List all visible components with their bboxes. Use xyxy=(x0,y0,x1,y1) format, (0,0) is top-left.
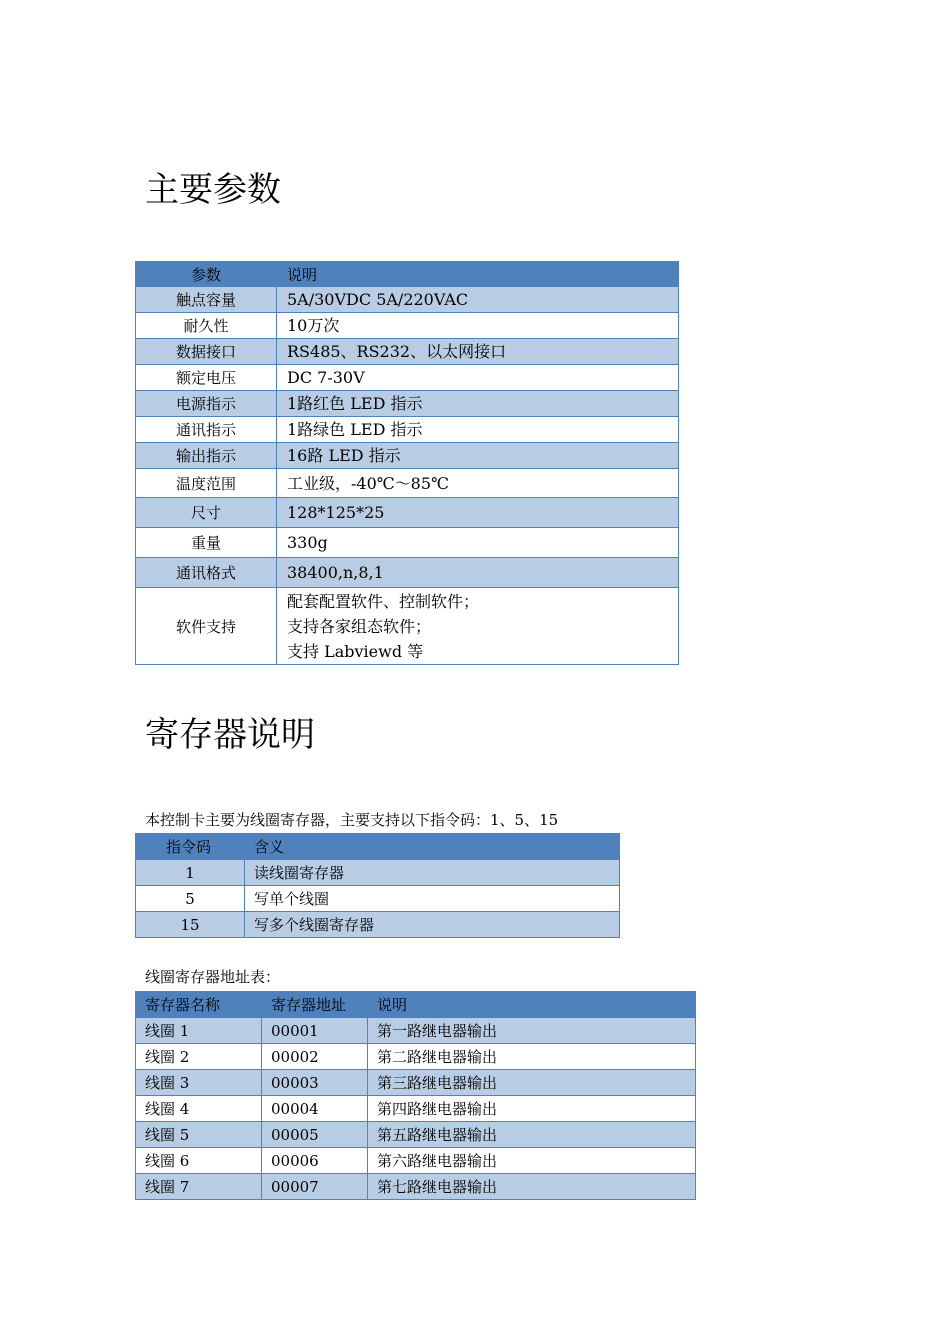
param-value-line: 128*125*25 xyxy=(287,503,385,522)
param-value-line: 16路 LED 指示 xyxy=(287,446,401,465)
params-row xyxy=(136,588,679,665)
params-row xyxy=(136,528,679,558)
params-row xyxy=(136,469,679,498)
coil-address: 00005 xyxy=(262,1122,368,1148)
coil-row xyxy=(136,1148,696,1174)
coil-desc: 第五路继电器输出 xyxy=(368,1122,696,1148)
param-value xyxy=(277,469,679,498)
coil-header-address: 寄存器地址 xyxy=(262,992,368,1018)
coil-row xyxy=(136,1096,696,1122)
params-row xyxy=(136,498,679,528)
param-value xyxy=(277,287,679,313)
param-value-line: 工业级，-40℃～85℃ xyxy=(287,473,449,493)
coil-address: 00004 xyxy=(262,1096,368,1122)
param-name: 触点容量 xyxy=(136,287,277,313)
param-value xyxy=(277,498,679,528)
param-name: 尺寸 xyxy=(136,498,277,528)
params-row xyxy=(136,287,679,313)
coil-table-caption: 线圈寄存器地址表： xyxy=(145,968,281,986)
param-value xyxy=(277,365,679,391)
coil-table-header xyxy=(136,992,696,1018)
param-name: 通讯指示 xyxy=(136,417,277,443)
param-value xyxy=(277,588,679,665)
coil-name: 线圈 7 xyxy=(136,1174,262,1200)
coil-desc: 第六路继电器输出 xyxy=(368,1148,696,1174)
param-value-line: DC 7-30V xyxy=(287,368,365,387)
coil-row xyxy=(136,1018,696,1044)
param-name: 通讯格式 xyxy=(136,558,277,588)
param-value-line: 1路绿色 LED 指示 xyxy=(287,420,423,439)
coil-row xyxy=(136,1174,696,1200)
param-value xyxy=(277,528,679,558)
section-title-registers: 寄存器说明 xyxy=(145,715,315,755)
opcode-row xyxy=(136,886,620,912)
param-name: 额定电压 xyxy=(136,365,277,391)
opcode-code: 1 xyxy=(136,860,245,886)
param-name: 软件支持 xyxy=(136,588,277,665)
params-header-param: 参数 xyxy=(136,262,277,287)
coil-desc: 第二路继电器输出 xyxy=(368,1044,696,1070)
params-row xyxy=(136,365,679,391)
param-value-line: 支持各家组态软件； xyxy=(287,616,432,636)
coil-name: 线圈 5 xyxy=(136,1122,262,1148)
param-value-line: RS485、RS232、以太网接口 xyxy=(287,342,507,361)
param-name: 电源指示 xyxy=(136,391,277,417)
params-table-header xyxy=(136,262,679,287)
param-value-line: 38400,n,8,1 xyxy=(287,563,384,582)
coil-row xyxy=(136,1122,696,1148)
params-row xyxy=(136,313,679,339)
coil-desc: 第七路继电器输出 xyxy=(368,1174,696,1200)
param-value xyxy=(277,339,679,365)
coil-name: 线圈 1 xyxy=(136,1018,262,1044)
param-value-line: 配套配置软件、控制软件； xyxy=(287,591,480,611)
coil-header-desc: 说明 xyxy=(368,992,696,1018)
coil-header-name: 寄存器名称 xyxy=(136,992,262,1018)
params-row xyxy=(136,339,679,365)
param-value-line: 1路红色 LED 指示 xyxy=(287,394,423,413)
coil-name: 线圈 3 xyxy=(136,1070,262,1096)
opcode-table xyxy=(135,833,620,938)
opcode-row xyxy=(136,912,620,938)
coil-address-table xyxy=(135,991,696,1200)
param-name: 数据接口 xyxy=(136,339,277,365)
coil-desc: 第一路继电器输出 xyxy=(368,1018,696,1044)
opcode-code: 15 xyxy=(136,912,245,938)
opcode-meaning: 写单个线圈 xyxy=(245,886,620,912)
param-value xyxy=(277,443,679,469)
param-value xyxy=(277,417,679,443)
section-title-main-params: 主要参数 xyxy=(145,170,281,210)
coil-desc: 第四路继电器输出 xyxy=(368,1096,696,1122)
coil-row xyxy=(136,1044,696,1070)
coil-row xyxy=(136,1070,696,1096)
param-value xyxy=(277,313,679,339)
coil-name: 线圈 2 xyxy=(136,1044,262,1070)
param-value-line: 10万次 xyxy=(287,316,340,335)
opcode-table-header xyxy=(136,834,620,860)
param-value xyxy=(277,558,679,588)
opcode-code: 5 xyxy=(136,886,245,912)
params-header-desc: 说明 xyxy=(277,262,679,287)
coil-address: 00003 xyxy=(262,1070,368,1096)
coil-desc: 第三路继电器输出 xyxy=(368,1070,696,1096)
coil-address: 00007 xyxy=(262,1174,368,1200)
coil-address: 00002 xyxy=(262,1044,368,1070)
param-name: 温度范围 xyxy=(136,469,277,498)
coil-name: 线圈 4 xyxy=(136,1096,262,1122)
param-name: 输出指示 xyxy=(136,443,277,469)
opcode-header-code: 指令码 xyxy=(136,834,245,860)
param-value xyxy=(277,391,679,417)
params-row xyxy=(136,443,679,469)
param-value-line: 支持 Labviewd 等 xyxy=(287,641,424,661)
params-row xyxy=(136,391,679,417)
param-name: 重量 xyxy=(136,528,277,558)
params-table xyxy=(135,261,679,665)
params-row xyxy=(136,558,679,588)
param-value-line: 5A/30VDC 5A/220VAC xyxy=(287,290,469,309)
register-intro-text: 本控制卡主要为线圈寄存器，主要支持以下指令码：1、5、15 xyxy=(145,811,559,829)
opcode-meaning: 写多个线圈寄存器 xyxy=(245,912,620,938)
coil-address: 00006 xyxy=(262,1148,368,1174)
opcode-row xyxy=(136,860,620,886)
opcode-meaning: 读线圈寄存器 xyxy=(245,860,620,886)
opcode-header-meaning: 含义 xyxy=(245,834,620,860)
param-value-line: 330g xyxy=(287,533,328,552)
coil-name: 线圈 6 xyxy=(136,1148,262,1174)
params-row xyxy=(136,417,679,443)
param-name: 耐久性 xyxy=(136,313,277,339)
coil-address: 00001 xyxy=(262,1018,368,1044)
